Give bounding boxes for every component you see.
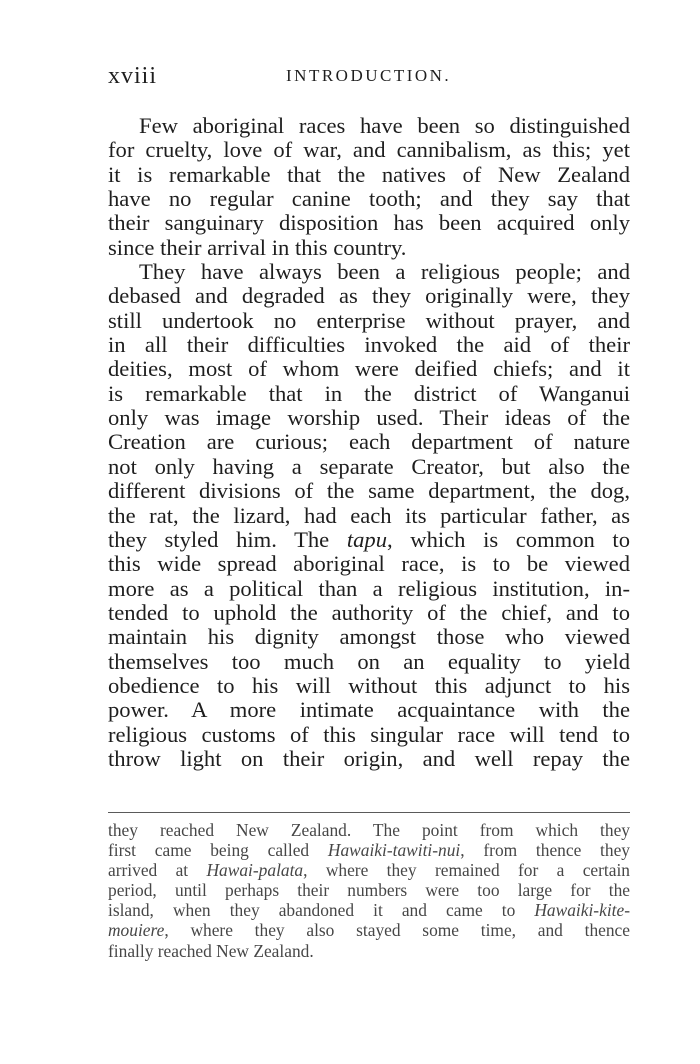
body-line: They have always been a religious people; and <box>139 259 630 285</box>
body-line: throw light on their origin, and well repay the <box>108 745 630 771</box>
running-head-title: INTRODUCTION. <box>286 66 452 85</box>
footnote-line: mouiere, where they also stayed some time, and thence <box>108 920 630 941</box>
body-line: themselves too much on an equality to yield <box>108 648 630 674</box>
body-line: Creation are curious; each department of nature <box>108 429 630 455</box>
body-line: different divisions of the same department, the dog, <box>108 478 630 504</box>
body-line: obedience to his will without this adjunct to his <box>108 672 630 698</box>
footnote-line: period, until perhaps their numbers were too large for the <box>108 880 630 901</box>
body-line: deities, most of whom were deified chiefs; and it <box>108 356 630 382</box>
body-line: not only having a separate Creator, but also the <box>108 453 630 479</box>
body-line: it is remarkable that the natives of New Zealand <box>108 161 630 187</box>
body-line: in all their difficulties invoked the aid of their <box>108 332 630 358</box>
body-line: religious customs of this singular race will tend to <box>108 721 630 747</box>
body-line: debased and degraded as they originally were, they <box>108 283 630 309</box>
body-line: tended to uphold the authority of the chief, and to <box>108 599 630 625</box>
body-line: since their arrival in this country. <box>108 234 407 260</box>
footnote-line: island, when they abandoned it and came to Hawaiki-kite- <box>108 900 630 921</box>
body-line: this wide spread aboriginal race, is to be viewed <box>108 551 630 577</box>
footnote-line: they reached New Zealand. The point from which they <box>108 820 630 840</box>
body-line: is remarkable that in the district of Wanganui <box>108 380 630 406</box>
footnote-rule <box>108 812 630 813</box>
body-line: the rat, the lizard, had each its particular father, as <box>108 502 630 528</box>
page-number: xviii <box>108 63 158 89</box>
body-line: maintain his dignity amongst those who viewed <box>108 624 630 650</box>
footnote-line: arrived at Hawai-palata, where they remained for a certain <box>108 860 630 881</box>
body-line: power. A more intimate acquaintance with the <box>108 697 630 723</box>
body-line: Few aboriginal races have been so distinguished <box>139 113 630 138</box>
footnote-line: first came being called Hawaiki-tawiti-nui, from thence they <box>108 840 630 861</box>
body-line: only was image worship used. Their ideas of the <box>108 405 630 431</box>
body-line: they styled him. The tapu, which is common to <box>108 526 631 552</box>
body-text <box>108 114 630 771</box>
body-line: their sanguinary disposition has been acquired only <box>108 210 630 236</box>
body-line: more as a political than a religious institution, in- <box>108 575 630 601</box>
body-line: still undertook no enterprise without prayer, and <box>108 307 630 333</box>
body-line: have no regular canine tooth; and they say that <box>108 186 630 212</box>
footnote <box>108 820 630 961</box>
body-line: for cruelty, love of war, and cannibalism, as this; yet <box>108 137 630 163</box>
running-head <box>108 63 630 93</box>
footnote-line: finally reached New Zealand. <box>108 940 314 961</box>
